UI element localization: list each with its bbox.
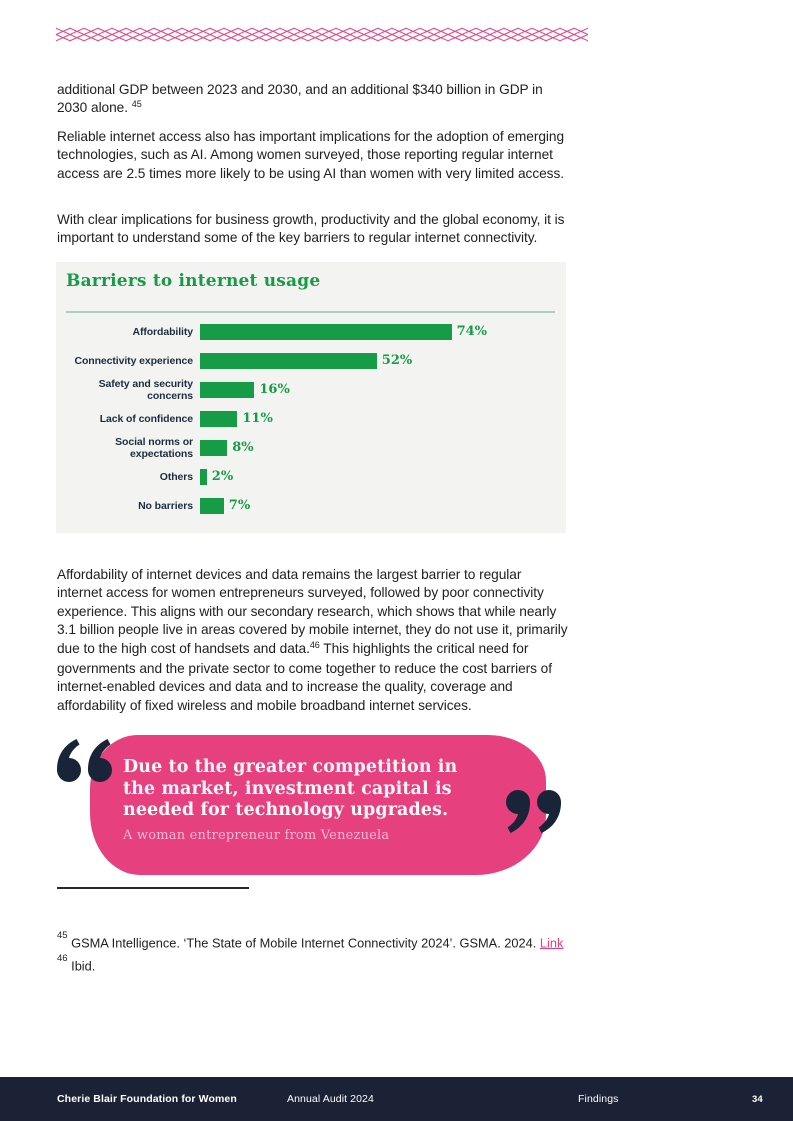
bar-value: 16%: [259, 382, 290, 397]
bar: [200, 411, 237, 427]
bar-row-affordability: [56, 317, 566, 346]
footnote-46-number: 46: [57, 952, 68, 964]
bar: [200, 469, 207, 485]
footnote-45-link[interactable]: Link: [539, 935, 564, 951]
bar-row-social-norms: [56, 433, 566, 462]
bar-label: Safety and security concerns: [98, 377, 193, 402]
bar-value: 11%: [242, 411, 273, 426]
bar-value: 2%: [211, 469, 234, 484]
bar-label: Affordability: [132, 325, 193, 338]
bar-value: 52%: [381, 353, 413, 368]
close-quote-icon: [506, 790, 564, 834]
footnote-46-text: Ibid.: [67, 958, 96, 974]
bar-row-no-barriers: [56, 491, 566, 520]
bar-label: Connectivity experience: [74, 354, 193, 367]
bar: [200, 382, 254, 398]
footnote-45-number: 45: [57, 930, 68, 941]
barriers-chart-panel: [56, 262, 566, 533]
footnote-45: [57, 930, 617, 953]
bar: [200, 498, 224, 514]
page-footer: [0, 1077, 793, 1121]
bar-row-safety: [56, 375, 566, 404]
paragraph-barriers-intro: With clear implications for business growth, productivity and the global economy, it is important to understand some of the key barriers to regular internet connectivity.: [57, 211, 565, 246]
paragraph-ai: Reliable internet access also has important implications for the adoption of emerging technologies, such as AI. Among women surveyed, those reporting regular internet access are 2.5 times more likely to be using AI than women with very limited access.: [57, 128, 565, 181]
paragraph-affordability-text-a: Affordability of internet devices and data remains the largest barrier to regular internet access for women entrepreneurs surveyed, followed by poor connectivity experience. This aligns with our secondary research, which shows that while nearly 3.1 billion people live in areas covered by mobile internet, they do not use it, primarily due to the high cost of handsets and data.: [57, 566, 568, 657]
bar-row-confidence: [56, 404, 566, 433]
bar-value: 7%: [228, 498, 251, 513]
chart-title-separator: [66, 311, 555, 313]
footer-organisation: Cherie Blair Foundation for Women: [57, 1093, 237, 1105]
footnote-ref-45: 45: [131, 99, 142, 110]
bar-label: No barriers: [138, 499, 193, 512]
pull-quote-attribution: A woman entrepreneur from Venezuela: [123, 827, 390, 843]
chart-title: Barriers to internet usage: [66, 271, 321, 291]
bar: [200, 440, 227, 456]
bar-label: Social norms or expectations: [115, 435, 193, 460]
pull-quote-bubble: [90, 735, 546, 875]
footnote-46: [57, 953, 617, 976]
bar-row-others: [56, 462, 566, 491]
paragraph-gdp-text: additional GDP between 2023 and 2030, and an additional $340 billion in GDP in 2030 alone.: [57, 81, 543, 116]
footnote-ref-46: 46: [309, 640, 320, 651]
bar-value: 74%: [456, 324, 488, 339]
footnote-separator: [57, 887, 249, 889]
bar-row-connectivity: [56, 346, 566, 375]
footer-section: Findings: [578, 1093, 619, 1105]
diamond-chain-ornament: [56, 27, 588, 42]
bar-label: Others: [159, 470, 193, 483]
paragraph-affordability-text-b: This highlights the critical need for governments and the private sector to come together to reduce the cost barriers of internet-enabled devices and data and to increase the quality, coverage and affordability of fixed wireless and mobile broadband internet services.: [57, 641, 553, 713]
footer-document-title: Annual Audit 2024: [287, 1093, 374, 1105]
bar-chart: [56, 317, 566, 520]
bar: [200, 353, 377, 369]
pull-quote-text: Due to the greater competition in the market, investment capital is needed for technology upgrades.: [123, 757, 458, 820]
bar-label: Lack of confidence: [99, 412, 193, 425]
page-number: 34: [752, 1094, 763, 1105]
bar: [200, 324, 452, 340]
footnotes: [57, 930, 617, 976]
footnote-45-text: GSMA Intelligence. ‘The State of Mobile Internet Connectivity 2024’. GSMA. 2024.: [67, 935, 540, 951]
paragraph-gdp: [57, 81, 569, 119]
bar-value: 8%: [232, 440, 254, 455]
open-quote-icon: [54, 738, 112, 782]
paragraph-affordability: [57, 566, 569, 716]
